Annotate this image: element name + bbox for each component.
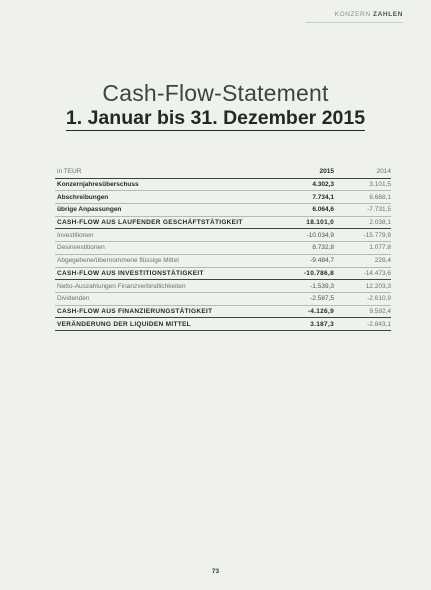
value-2015: 18.101,0	[281, 216, 334, 229]
page-number: 73	[211, 568, 220, 575]
page-subtitle	[0, 107, 431, 130]
cash-flow-table	[55, 166, 391, 331]
value-2015: -4.126,9	[281, 305, 334, 318]
table-row	[55, 191, 391, 204]
row-label: übrige Anpassungen	[55, 204, 281, 217]
table-header-row	[55, 166, 391, 178]
value-2014: 12.203,3	[334, 280, 391, 293]
table-row	[55, 305, 391, 318]
value-2014: -2.610,9	[334, 292, 391, 305]
unit-label: in TEUR	[55, 166, 281, 178]
value-2015: -10.786,8	[281, 267, 334, 280]
value-2015: 7.734,1	[281, 191, 334, 204]
row-label: VERÄNDERUNG DER LIQUIDEN MITTEL	[55, 318, 281, 331]
value-2014: 2.038,1	[334, 216, 391, 229]
value-2015: -9.484,7	[281, 254, 334, 267]
table-row	[55, 204, 391, 217]
value-2015: -10.034,9	[281, 229, 334, 242]
table-row	[55, 229, 391, 242]
running-header	[335, 11, 403, 18]
page-subtitle-text: 1. Januar bis 31. Dezember 2015	[65, 107, 366, 129]
value-2015: 8.732,8	[281, 242, 334, 255]
column-header-2015: 2015	[281, 166, 334, 178]
row-label: Dividenden	[55, 292, 281, 305]
page-title: Cash-Flow-Statement	[102, 80, 329, 106]
row-label: Netto-Auszahlungen Finanzverbindlichkeiten	[55, 280, 281, 293]
value-2014: 9.592,4	[334, 305, 391, 318]
table-row	[55, 254, 391, 267]
row-label: Konzernjahresüberschuss	[55, 178, 281, 191]
row-label: Investitionen	[55, 229, 281, 242]
header-chapter: ZAHLEN	[373, 11, 403, 18]
table-row	[55, 280, 391, 293]
value-2015: 3.187,3	[281, 318, 334, 331]
header-divider	[306, 22, 403, 23]
table-row	[55, 292, 391, 305]
row-label: Abschreibungen	[55, 191, 281, 204]
table-row	[55, 267, 391, 280]
table-row	[55, 242, 391, 255]
value-2014: 1.077,8	[334, 242, 391, 255]
table-row	[55, 178, 391, 191]
value-2014: -7.731,5	[334, 204, 391, 217]
value-2015: 4.302,3	[281, 178, 334, 191]
header-section: KONZERN	[334, 11, 371, 18]
column-header-2014: 2014	[334, 166, 391, 178]
value-2014: -14.473,6	[334, 267, 391, 280]
value-2015: -1.539,3	[281, 280, 334, 293]
row-label: CASH-FLOW AUS LAUFENDER GESCHÄFTSTÄTIGKEIT	[55, 216, 281, 229]
value-2015: 6.064,6	[281, 204, 334, 217]
table-row	[55, 318, 391, 331]
value-2014: 3.101,5	[334, 178, 391, 191]
row-label: CASH-FLOW AUS INVESTITIONSTÄTIGKEIT	[55, 267, 281, 280]
value-2014: 228,4	[334, 254, 391, 267]
value-2014: 6.668,1	[334, 191, 391, 204]
table-row	[55, 216, 391, 229]
value-2015: -2.587,5	[281, 292, 334, 305]
row-label: CASH-FLOW AUS FINANZIERUNGSTÄTIGKEIT	[55, 305, 281, 318]
value-2014: -15.779,9	[334, 229, 391, 242]
value-2014: -2.843,1	[334, 318, 391, 331]
row-label: Abgegebene/übernommene flüssige Mittel	[55, 254, 281, 267]
row-label: Desinvestitionen	[55, 242, 281, 255]
